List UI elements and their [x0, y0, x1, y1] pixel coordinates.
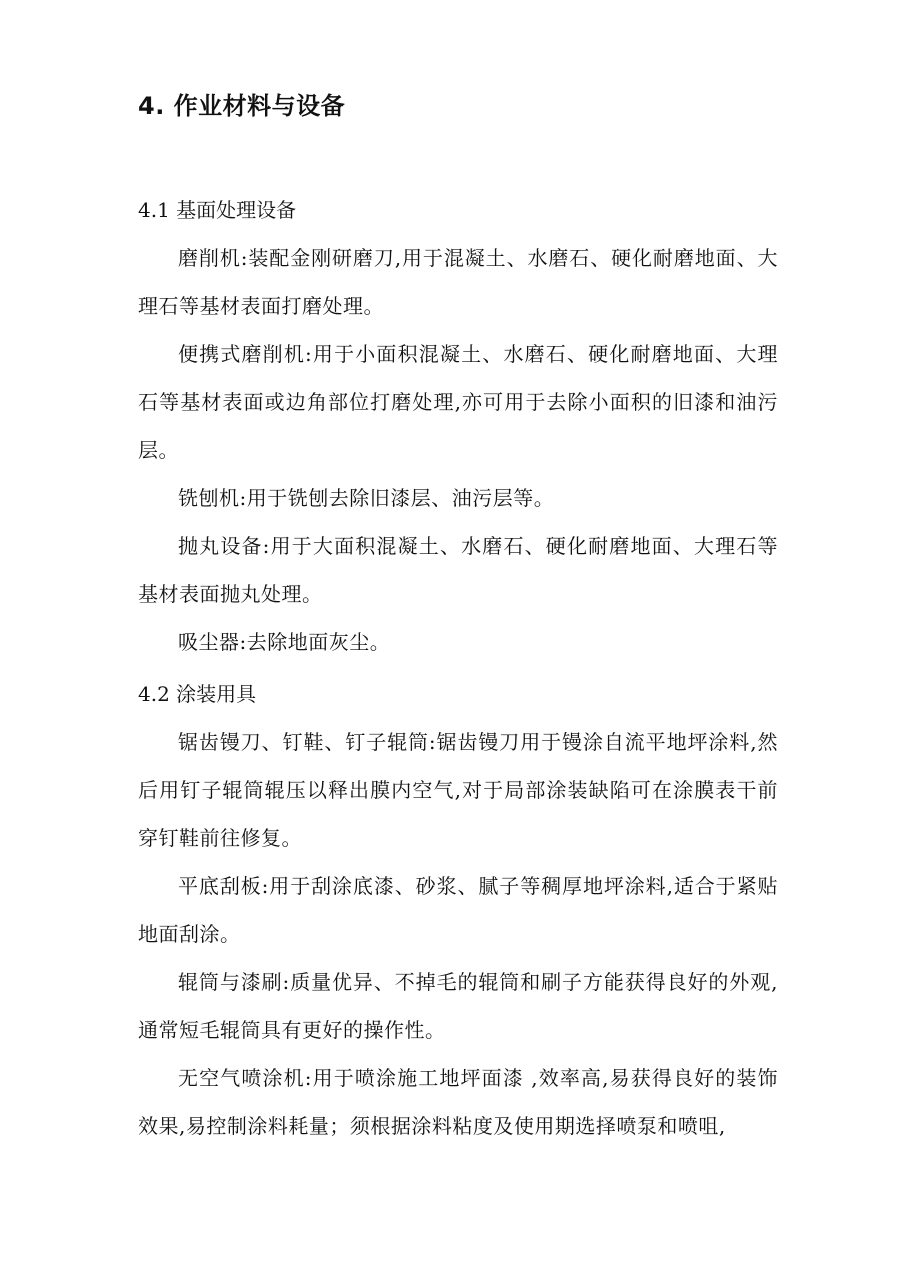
paragraph-vacuum: 吸尘器:去除地面灰尘。 — [178, 630, 391, 654]
paragraph-shot-blasting: 抛丸设备:用于大面积混凝土、水磨石、硬化耐磨地面、大理石等基材表面抛丸处理。 — [138, 534, 778, 606]
document-body — [138, 86, 778, 1154]
paragraph-roller-brush: 辊筒与漆刷:质量优异、不掉毛的辊筒和刷子方能获得良好的外观,通常短毛辊筒具有更好的操作性。 — [138, 970, 778, 1042]
paragraph-flat-scraper: 平底刮板:用于刮涂底漆、砂浆、腻子等稠厚地坪涂料,适合于紧贴地面刮涂。 — [138, 874, 778, 946]
paragraph-milling-machine: 铣刨机:用于铣刨去除旧漆层、油污层等。 — [178, 486, 555, 510]
paragraph-trowel-tools: 锯齿镘刀、钉鞋、钉子辊筒:锯齿镘刀用于镘涂自流平地坪涂料,然后用钉子辊筒辊压以释出膜内空气,对于局部涂装缺陷可在涂膜表干前穿钉鞋前往修复。 — [138, 730, 778, 850]
section-title: 4.2 涂装用具 — [138, 682, 257, 706]
section-4-1 — [138, 186, 778, 666]
chapter-heading: 4. 作业材料与设备 — [138, 92, 346, 120]
section-title: 4.1 基面处理设备 — [138, 198, 297, 222]
section-4-2 — [138, 670, 778, 1150]
paragraph-portable-grinder: 便携式磨削机:用于小面积混凝土、水磨石、硬化耐磨地面、大理石等基材表面或边角部位打磨处理,亦可用于去除小面积的旧漆和油污层。 — [138, 342, 778, 462]
paragraph-grinder: 磨削机:装配金刚研磨刀,用于混凝土、水磨石、硬化耐磨地面、大理石等基材表面打磨处理。 — [138, 246, 778, 318]
paragraph-airless-sprayer: 无空气喷涂机:用于喷涂施工地坪面漆 ,效率高,易获得良好的装饰效果,易控制涂料耗量；须根据涂料粘度及使用期选择喷泵和喷咀, — [138, 1066, 778, 1138]
